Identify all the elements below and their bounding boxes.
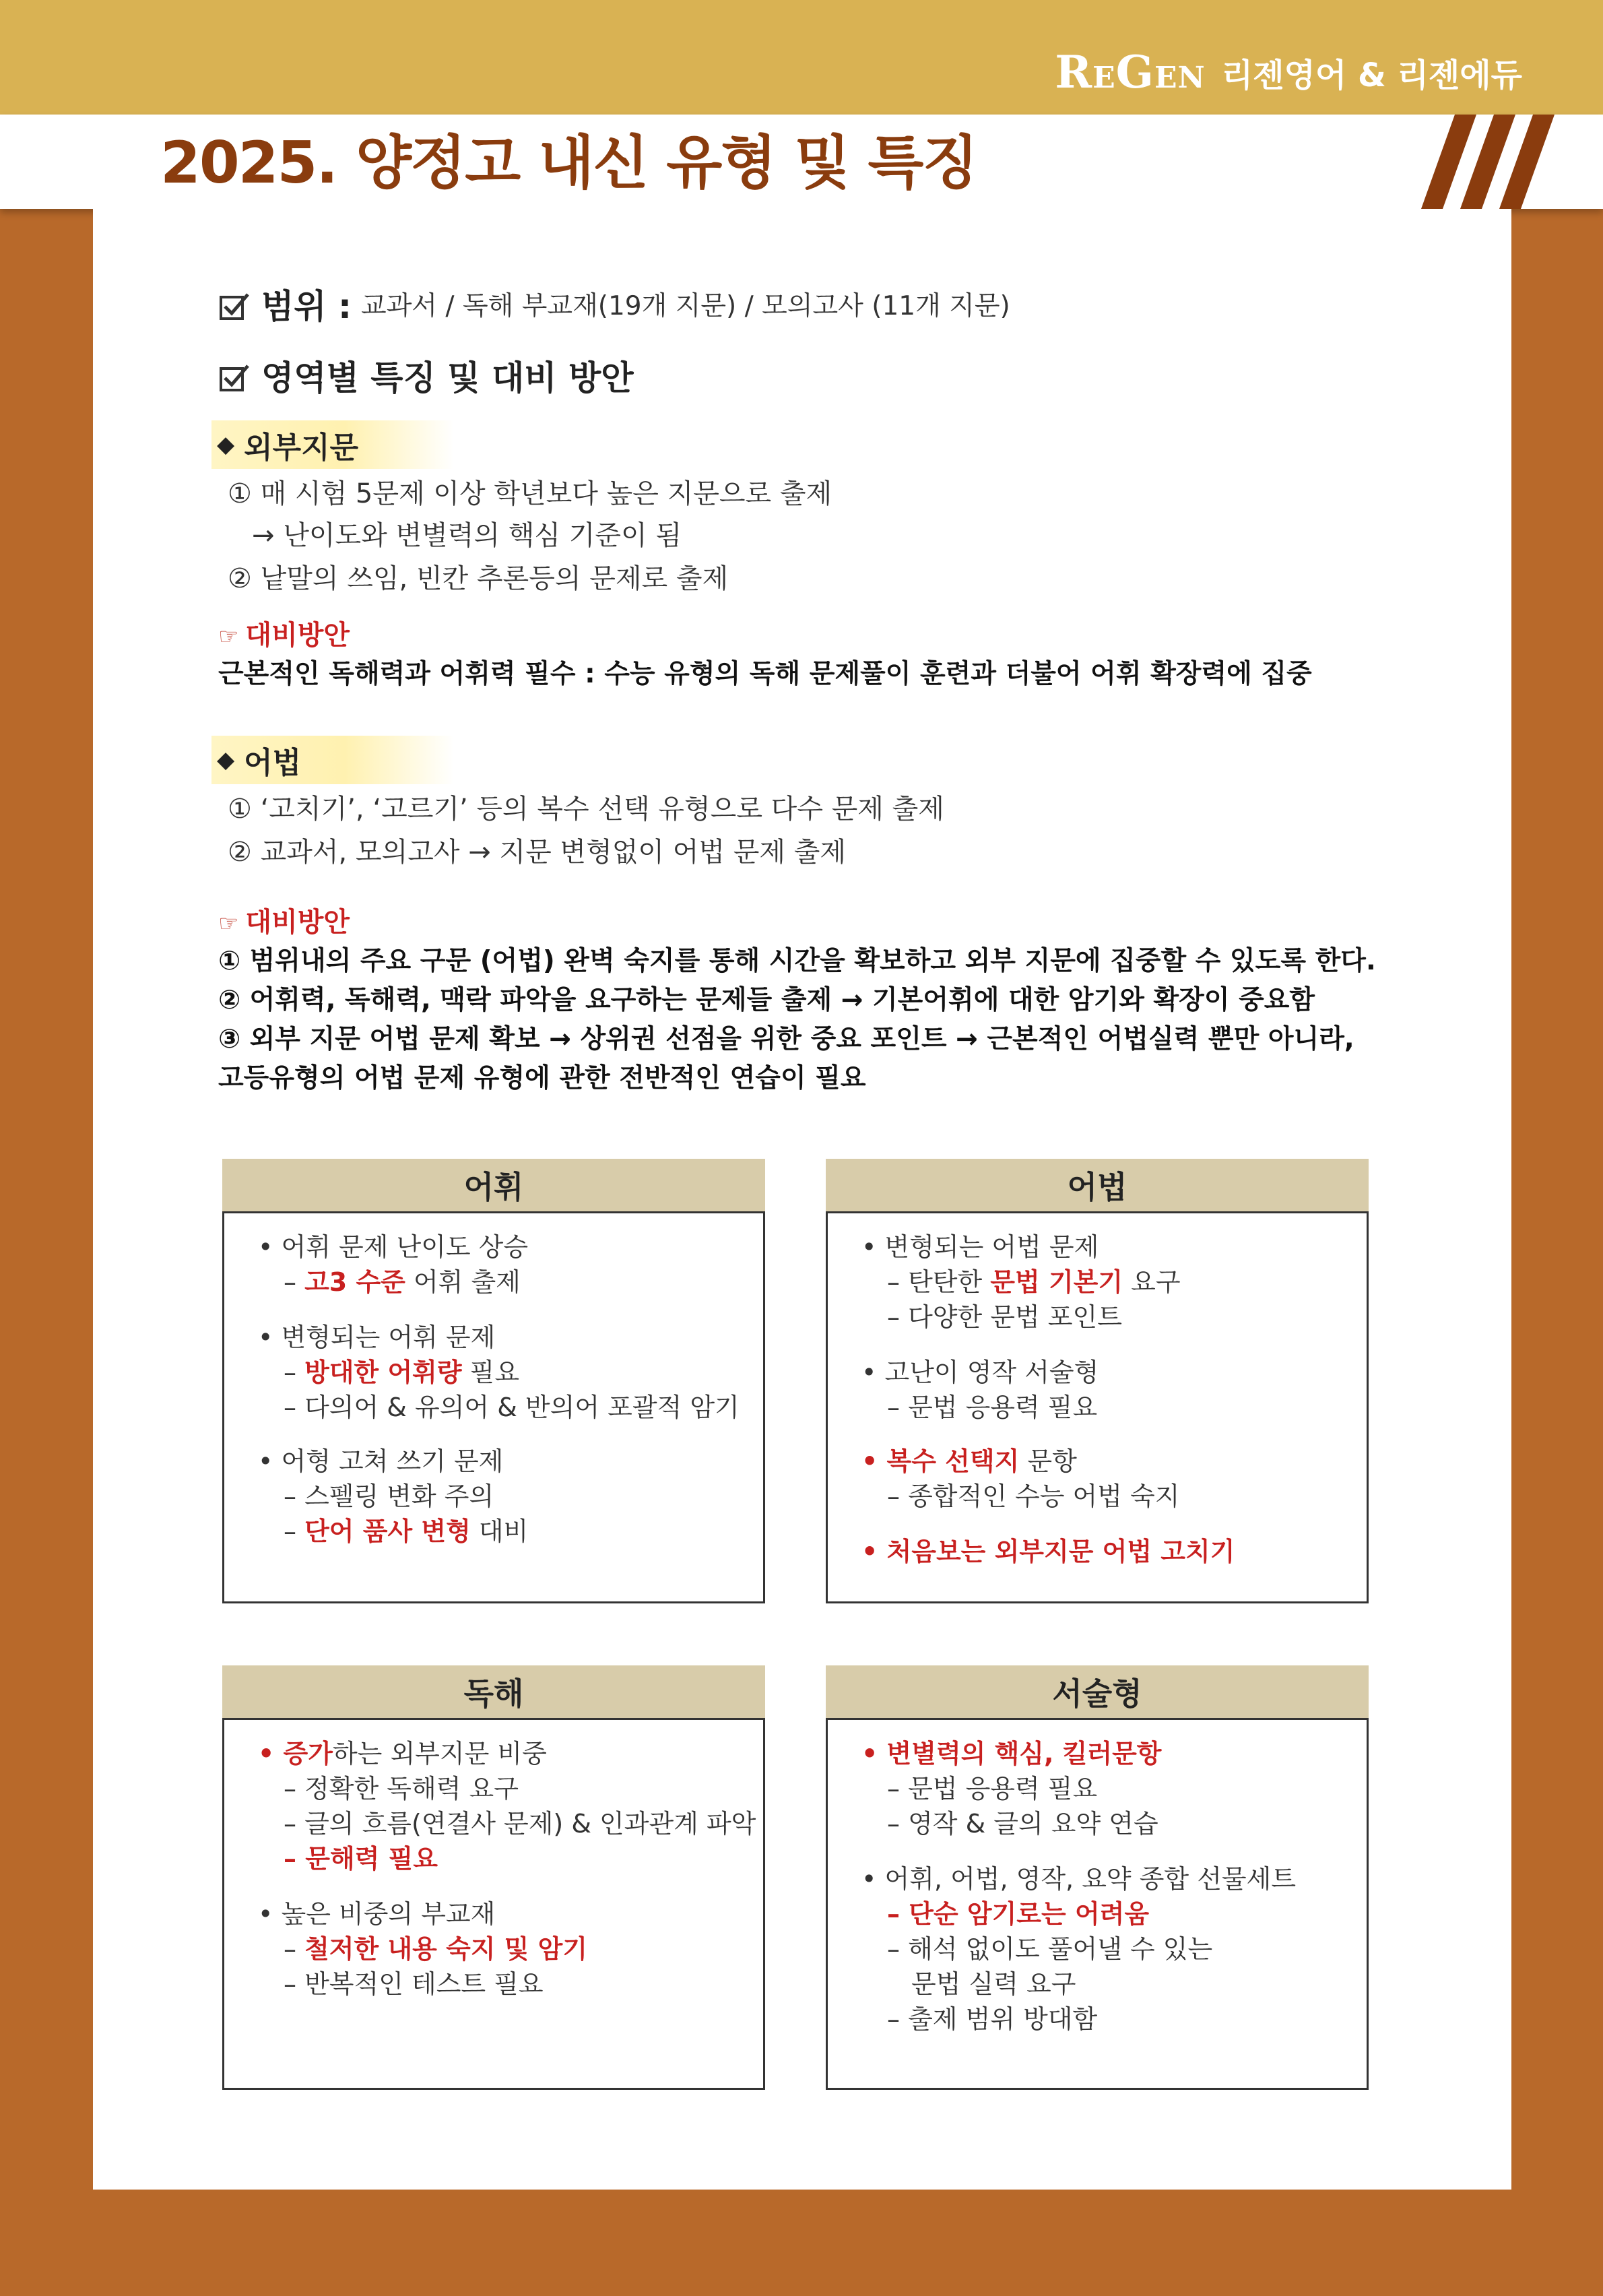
external-plan-text: 근본적인 독해력과 어휘력 필수 : 수능 유형의 독해 문제풀이 훈련과 더불어 어휘 확장력에 집중 bbox=[218, 659, 1312, 689]
grammar-plan-line-1: ① 범위내의 주요 구문 (어법) 완벽 숙지를 통해 시간을 확보하고 외부 지문에 집중할 수 있도록 한다. bbox=[218, 946, 1376, 976]
features-heading: 영역별 특징 및 대비 방안 bbox=[261, 358, 634, 397]
grammar-plan-line-4: 고등유형의 어법 문제 유형에 관한 전반적인 연습이 필요 bbox=[218, 1063, 866, 1093]
diamond-bullet-icon: ◆ bbox=[217, 746, 235, 773]
external-heading-text: 외부지문 bbox=[244, 430, 359, 465]
external-section-heading bbox=[211, 420, 454, 469]
vocab-box bbox=[222, 1211, 765, 1603]
grammar-box-line-4: • 고난이 영작 서술형 bbox=[861, 1358, 1099, 1387]
grammar-box-line-8: • 처음보는 외부지문 어법 고치기 bbox=[861, 1537, 1235, 1566]
features-heading-row bbox=[218, 358, 634, 397]
grammar-box-line-7: – 종합적인 수능 어법 숙지 bbox=[887, 1481, 1180, 1511]
external-item-2: → 난이도와 변별력의 핵심 기준이 됨 bbox=[252, 520, 682, 551]
pointing-hand-icon: ☞ bbox=[218, 623, 239, 650]
vocab-box-title: 어휘 bbox=[222, 1159, 765, 1211]
grammar-section-heading bbox=[211, 736, 454, 784]
essay-line-7: 문법 실력 요구 bbox=[911, 1969, 1076, 1999]
external-plan-label: ☞ 대비방안 bbox=[218, 616, 350, 656]
vocab-line-3: • 변형되는 어휘 문제 bbox=[258, 1322, 496, 1352]
grammar-item-1: ① ‘고치기’, ‘고르기’ 등의 복수 선택 유형으로 다수 문제 출제 bbox=[228, 794, 944, 825]
reading-box-title: 독해 bbox=[222, 1665, 765, 1718]
reading-line-2: – 정확한 독해력 요구 bbox=[284, 1774, 519, 1804]
page-title: 2025. 양정고 내신 유형 및 특징 bbox=[160, 129, 977, 197]
external-item-3: ② 낱말의 쓰임, 빈칸 추론등의 문제로 출제 bbox=[228, 563, 729, 594]
checkbox-checked-icon bbox=[218, 362, 251, 394]
grammar-box-line-3: – 다양한 문법 포인트 bbox=[887, 1302, 1122, 1332]
decorative-stripes-icon bbox=[1374, 115, 1603, 209]
vocab-line-5: – 다의어 & 유의어 & 반의어 포괄적 암기 bbox=[284, 1393, 740, 1422]
reading-line-3: – 글의 흐름(연결사 문제) & 인과관계 파악 bbox=[284, 1809, 756, 1839]
scope-row bbox=[218, 287, 1010, 326]
essay-line-6: – 해석 없이도 풀어낼 수 있는 bbox=[887, 1934, 1213, 1964]
grammar-plan-line-3: ③ 외부 지문 어법 문제 확보 → 상위권 선점을 위한 중요 포인트 → 근본적인 어법실력 뿐만 아니라, bbox=[218, 1024, 1354, 1054]
grammar-box-title: 어법 bbox=[826, 1159, 1369, 1211]
vocab-line-8: – 단어 품사 변형 대비 bbox=[284, 1517, 529, 1546]
essay-line-2: – 문법 응용력 필요 bbox=[887, 1774, 1098, 1804]
grammar-item-2: ② 교과서, 모의고사 → 지문 변형없이 어법 문제 출제 bbox=[228, 837, 846, 868]
essay-line-5: – 단순 암기로는 어려움 bbox=[887, 1899, 1150, 1929]
grammar-box-line-1: • 변형되는 어법 문제 bbox=[861, 1232, 1099, 1262]
vocab-line-6: • 어형 고쳐 쓰기 문제 bbox=[258, 1446, 504, 1476]
vocab-line-4: – 방대한 어휘량 필요 bbox=[284, 1358, 520, 1387]
vocab-line-2: – 고3 수준 어휘 출제 bbox=[284, 1267, 521, 1297]
checkbox-checked-icon bbox=[218, 290, 251, 323]
grammar-plan-label: ☞ 대비방안 bbox=[218, 903, 350, 943]
reading-box bbox=[222, 1718, 765, 2090]
essay-box-title: 서술형 bbox=[826, 1665, 1369, 1718]
grammar-plan-line-2: ② 어휘력, 독해력, 맥락 파악을 요구하는 문제들 출제 → 기본어휘에 대한 암기와 확장이 중요함 bbox=[218, 985, 1315, 1015]
grammar-box bbox=[826, 1211, 1369, 1603]
essay-line-4: • 어휘, 어법, 영작, 요약 종합 선물세트 bbox=[861, 1864, 1297, 1894]
vocab-line-7: – 스펠링 변화 주의 bbox=[284, 1481, 494, 1511]
vocab-line-1: • 어휘 문제 난이도 상승 bbox=[258, 1232, 529, 1262]
reading-line-1: • 증가하는 외부지문 비중 bbox=[258, 1739, 547, 1768]
reading-line-4: – 문해력 필요 bbox=[284, 1844, 438, 1874]
brand-logo: REGEN bbox=[1055, 46, 1206, 98]
reading-line-6: – 철저한 내용 숙지 및 암기 bbox=[284, 1934, 588, 1964]
content-panel bbox=[93, 209, 1511, 2190]
brand-name: 리젠영어 & 리젠에듀 bbox=[1221, 56, 1522, 94]
grammar-box-line-2: – 탄탄한 문법 기본기 요구 bbox=[887, 1267, 1181, 1297]
essay-line-8: – 출제 범위 방대함 bbox=[887, 2004, 1098, 2034]
top-banner bbox=[0, 0, 1603, 115]
external-item-1: ① 매 시험 5문제 이상 학년보다 높은 지문으로 출제 bbox=[228, 478, 832, 509]
scope-label: 범위 : bbox=[261, 287, 352, 326]
essay-box bbox=[826, 1718, 1369, 2090]
grammar-box-line-5: – 문법 응용력 필요 bbox=[887, 1393, 1098, 1422]
scope-text: 교과서 / 독해 부교재(19개 지문) / 모의고사 (11개 지문) bbox=[361, 291, 1010, 321]
diamond-bullet-icon: ◆ bbox=[217, 431, 235, 458]
grammar-heading-text: 어법 bbox=[244, 746, 302, 780]
grammar-box-line-6: • 복수 선택지 문항 bbox=[861, 1446, 1077, 1476]
essay-line-1: • 변별력의 핵심, 킬러문항 bbox=[861, 1739, 1162, 1768]
brand bbox=[1055, 42, 1522, 102]
title-bar bbox=[0, 115, 1603, 209]
reading-line-7: – 반복적인 테스트 필요 bbox=[284, 1969, 544, 1999]
reading-line-5: • 높은 비중의 부교재 bbox=[258, 1899, 496, 1929]
pointing-hand-icon: ☞ bbox=[218, 910, 239, 937]
essay-line-3: – 영작 & 글의 요약 연습 bbox=[887, 1809, 1158, 1839]
